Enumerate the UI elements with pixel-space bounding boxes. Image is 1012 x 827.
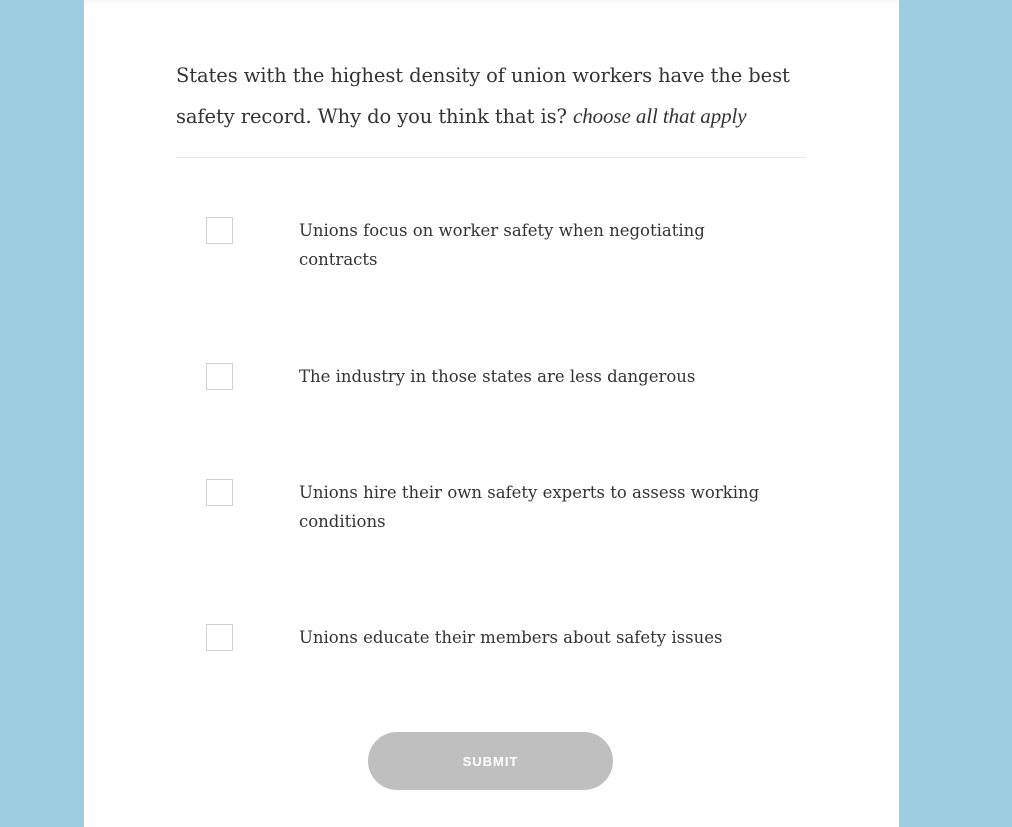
option-label[interactable]: Unions hire their own safety experts to assess working conditions [299,483,760,531]
option-checkbox[interactable] [206,217,233,244]
quiz-card [84,0,899,827]
question-prompt: States with the highest density of union workers have the best safety record. Why do you think that is? [176,64,790,128]
option-label[interactable]: Unions focus on worker safety when negotiating contracts [299,221,705,269]
question-divider [176,157,806,158]
option-checkbox[interactable] [206,363,233,390]
option-checkbox[interactable] [206,624,233,651]
option-label[interactable]: The industry in those states are less dangerous [299,367,696,386]
submit-button[interactable]: SUBMIT [368,732,613,790]
question-text [176,55,816,137]
option-label[interactable]: Unions educate their members about safety issues [299,628,723,647]
question-hint: choose all that apply [573,104,747,128]
option-checkbox[interactable] [206,479,233,506]
